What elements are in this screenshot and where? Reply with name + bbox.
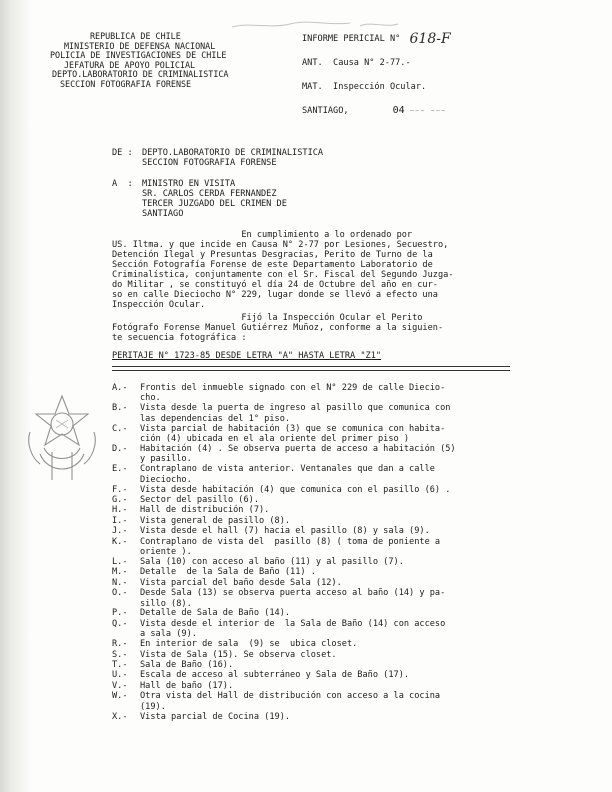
item-letter: B.-	[112, 403, 128, 414]
list-item	[112, 640, 456, 650]
list-item	[112, 527, 456, 537]
letterhead	[50, 31, 229, 90]
item-letter: M.-	[112, 567, 128, 578]
item-text: Vista desde el hall (7) hacia el pasillo (8) y sala (9).	[140, 526, 430, 537]
list-item	[112, 661, 456, 671]
item-text: Sala (10) con acceso al baño (11) y al pasillo (7).	[140, 556, 404, 567]
item-text: Vista de Sala (15). Se observa closet.	[140, 649, 337, 660]
item-letter: A.-	[112, 383, 128, 393]
item-letter: Q.-	[112, 618, 128, 629]
item-continuation: a sala (9).	[140, 629, 197, 640]
body-paragraph	[112, 230, 512, 310]
to-line: MINISTRO EN VISITA	[142, 179, 236, 189]
item-letter: I.-	[112, 515, 128, 526]
from-line: SECCION FOTOGRAFIA FORENSE	[142, 158, 277, 168]
item-text: Frontis del inmueble signado con el N° 229 de calle Diecio-	[140, 383, 446, 393]
item-text: Contraplano de vista anterior. Ventanales que dan a calle	[140, 464, 435, 475]
item-text: Sector del pasillo (6).	[140, 494, 259, 505]
list-item	[112, 384, 456, 394]
item-text: Hall de distribución (7).	[140, 505, 270, 516]
item-letter: F.-	[112, 484, 128, 495]
item-text: Hall de baño (17).	[140, 680, 234, 691]
item-letter: T.-	[112, 659, 128, 670]
list-item	[112, 445, 456, 455]
paragraph-line: En cumplimiento a lo ordenado por	[112, 230, 413, 240]
to-line: TERCER JUZGADO DEL CRIMEN DE	[142, 199, 287, 209]
item-continuation: (19).	[140, 701, 166, 712]
item-letter: R.-	[112, 639, 128, 650]
list-item	[112, 517, 456, 527]
item-letter: H.-	[112, 505, 128, 516]
informe-label: INFORME PERICIAL N°	[302, 34, 401, 44]
item-text: Vista desde el interior de la Sala de Baño (14) con acceso	[140, 618, 446, 629]
double-rule	[112, 370, 510, 371]
list-item	[112, 486, 456, 496]
letterhead-line: MINISTERIO DE DEFENSA NACIONAL	[64, 40, 216, 51]
margin-scribble	[230, 18, 400, 32]
informe-number-handwritten: 618-F	[409, 31, 451, 47]
paragraph-line: US. Iltma. y que incide en Causa N° 2-77 por Lesiones, Secuestro,	[112, 240, 449, 250]
item-letter: O.-	[112, 588, 128, 599]
item-letter: K.-	[112, 536, 128, 547]
item-text: Vista general de pasillo (8).	[140, 515, 291, 526]
letterhead-line: SECCION FOTOGRAFIA FORENSE	[60, 78, 192, 89]
paragraph-line: Inspección Ocular.	[112, 300, 206, 310]
item-letter: P.-	[112, 608, 128, 619]
item-text: Vista parcial de Cocina (19).	[140, 711, 291, 722]
item-text: Detalle de la Sala de Baño (11) .	[140, 567, 316, 578]
peritaje-title: PERITAJE N° 1723-85 DESDE LETRA "A" HASTA LETRA "Z1"	[112, 351, 382, 361]
letterhead-line: REPUBLICA DE CHILE	[90, 31, 181, 41]
list-item	[112, 568, 456, 578]
date-line: SANTIAGO, 04 ~~~ ~~~	[302, 105, 447, 116]
item-text: Otra vista del Hall de distribución con acceso a la cocina	[140, 691, 441, 702]
letterhead-line: DEPTO.LABORATORIO DE CRIMINALISTICA	[52, 69, 229, 80]
to-label: A :	[112, 179, 133, 189]
item-letter: U.-	[112, 670, 128, 681]
item-text: Escala de acceso al subterráneo y Sala de Baño (17).	[140, 670, 410, 681]
item-continuation: sillo (8).	[140, 598, 192, 609]
item-continuation: cho.	[140, 393, 161, 404]
list-item	[112, 538, 456, 548]
informe-line	[302, 31, 451, 47]
item-letter: E.-	[112, 464, 128, 475]
item-text: Contraplano de vista del pasillo (8) ( toma de poniente a	[140, 536, 441, 547]
item-continuation: oriente ).	[140, 547, 192, 557]
from-line: DEPTO.LABORATORIO DE CRIMINALISTICA	[142, 148, 324, 158]
paragraph-line: Fijó la Inspección Ocular el Perito	[112, 313, 423, 323]
list-item	[112, 506, 456, 516]
item-letter: J.-	[112, 526, 128, 537]
list-item	[112, 651, 456, 661]
police-seal-stamp	[22, 392, 102, 484]
item-text: Vista parcial de habitación (3) que se comunica con habita-	[140, 423, 446, 434]
item-text: Vista desde la puerta de ingreso al pasillo que comunica con	[140, 403, 451, 414]
item-letter: X.-	[112, 711, 128, 722]
list-item	[112, 713, 456, 723]
item-letter: V.-	[112, 680, 128, 691]
paragraph-line: do Militar , se constituyó el día 24 de Octubre del año en cur-	[112, 280, 438, 290]
list-item	[112, 558, 456, 568]
letterhead-line: JEFATURA DE APOYO POLICIAL	[64, 59, 196, 70]
item-letter: W.-	[112, 691, 128, 702]
mat-line: MAT. Inspección Ocular.	[302, 82, 427, 92]
paragraph-line: Criminalística, conjuntamente con el Sr. Fiscal del Segundo Juzga-	[112, 270, 454, 280]
list-item	[112, 465, 456, 475]
paragraph-line: Detención Ilegal y Presuntas Desgracias, Perito de Turno de la	[112, 250, 433, 260]
item-letter: N.-	[112, 577, 128, 588]
item-continuation: las dependencias del 1° piso.	[140, 413, 291, 424]
paragraph-line: Sección Fotografía Forense de este Departamento Laboratorio de	[112, 260, 433, 270]
item-text: Vista parcial del baño desde Sala (12).	[140, 577, 342, 588]
item-text: Detalle de Sala de Baño (14).	[140, 608, 291, 619]
date-stamp: 04	[392, 105, 405, 116]
item-continuation: y pasillo.	[140, 454, 192, 465]
list-item	[112, 609, 456, 619]
from-label: DE :	[112, 148, 133, 158]
photo-sequence-list	[112, 384, 456, 723]
list-item	[112, 692, 456, 702]
item-letter: G.-	[112, 494, 128, 505]
paragraph-line: so en calle Dieciocho N° 229, lugar donde se llevó a efecto una	[112, 290, 438, 300]
list-item	[112, 620, 456, 630]
list-item	[112, 404, 456, 414]
item-continuation: Dieciocho.	[140, 474, 192, 485]
body-paragraph	[112, 313, 512, 343]
item-text: Desde Sala (13) se observa puerta acceso al baño (14) y pa-	[140, 588, 446, 599]
letterhead-line: POLICIA DE INVESTIGACIONES DE CHILE	[50, 50, 227, 61]
double-rule	[112, 366, 510, 367]
item-continuation: ción (4) ubicada en el ala oriente del primer piso )	[140, 434, 410, 445]
item-text: Vista desde habitación (4) que comunica con el pasillo (6) .	[140, 484, 451, 495]
report-reference	[302, 31, 451, 116]
item-letter: C.-	[112, 423, 128, 434]
item-letter: L.-	[112, 556, 128, 567]
item-text: En interior de sala (9) se ubica closet.	[140, 639, 358, 650]
to-line: SR. CARLOS CERDA FERNANDEZ	[142, 189, 277, 199]
list-item	[112, 579, 456, 589]
list-item	[112, 589, 456, 599]
item-text: Habitación (4) . Se observa puerta de acceso a habitación (5)	[140, 443, 456, 454]
city: SANTIAGO,	[302, 106, 349, 116]
item-letter: S.-	[112, 649, 128, 660]
ant-line: ANT. Causa N° 2-77.-	[302, 58, 411, 68]
list-item	[112, 671, 456, 681]
paragraph-line: te secuencia fotográfica :	[112, 333, 247, 343]
paragraph-line: Fotógrafo Forense Manuel Gutiérrez Muñoz, conforme a la siguien-	[112, 323, 444, 333]
item-text: Sala de Baño (16).	[140, 659, 234, 670]
item-letter: D.-	[112, 443, 128, 454]
to-line: SANTIAGO	[142, 209, 184, 219]
